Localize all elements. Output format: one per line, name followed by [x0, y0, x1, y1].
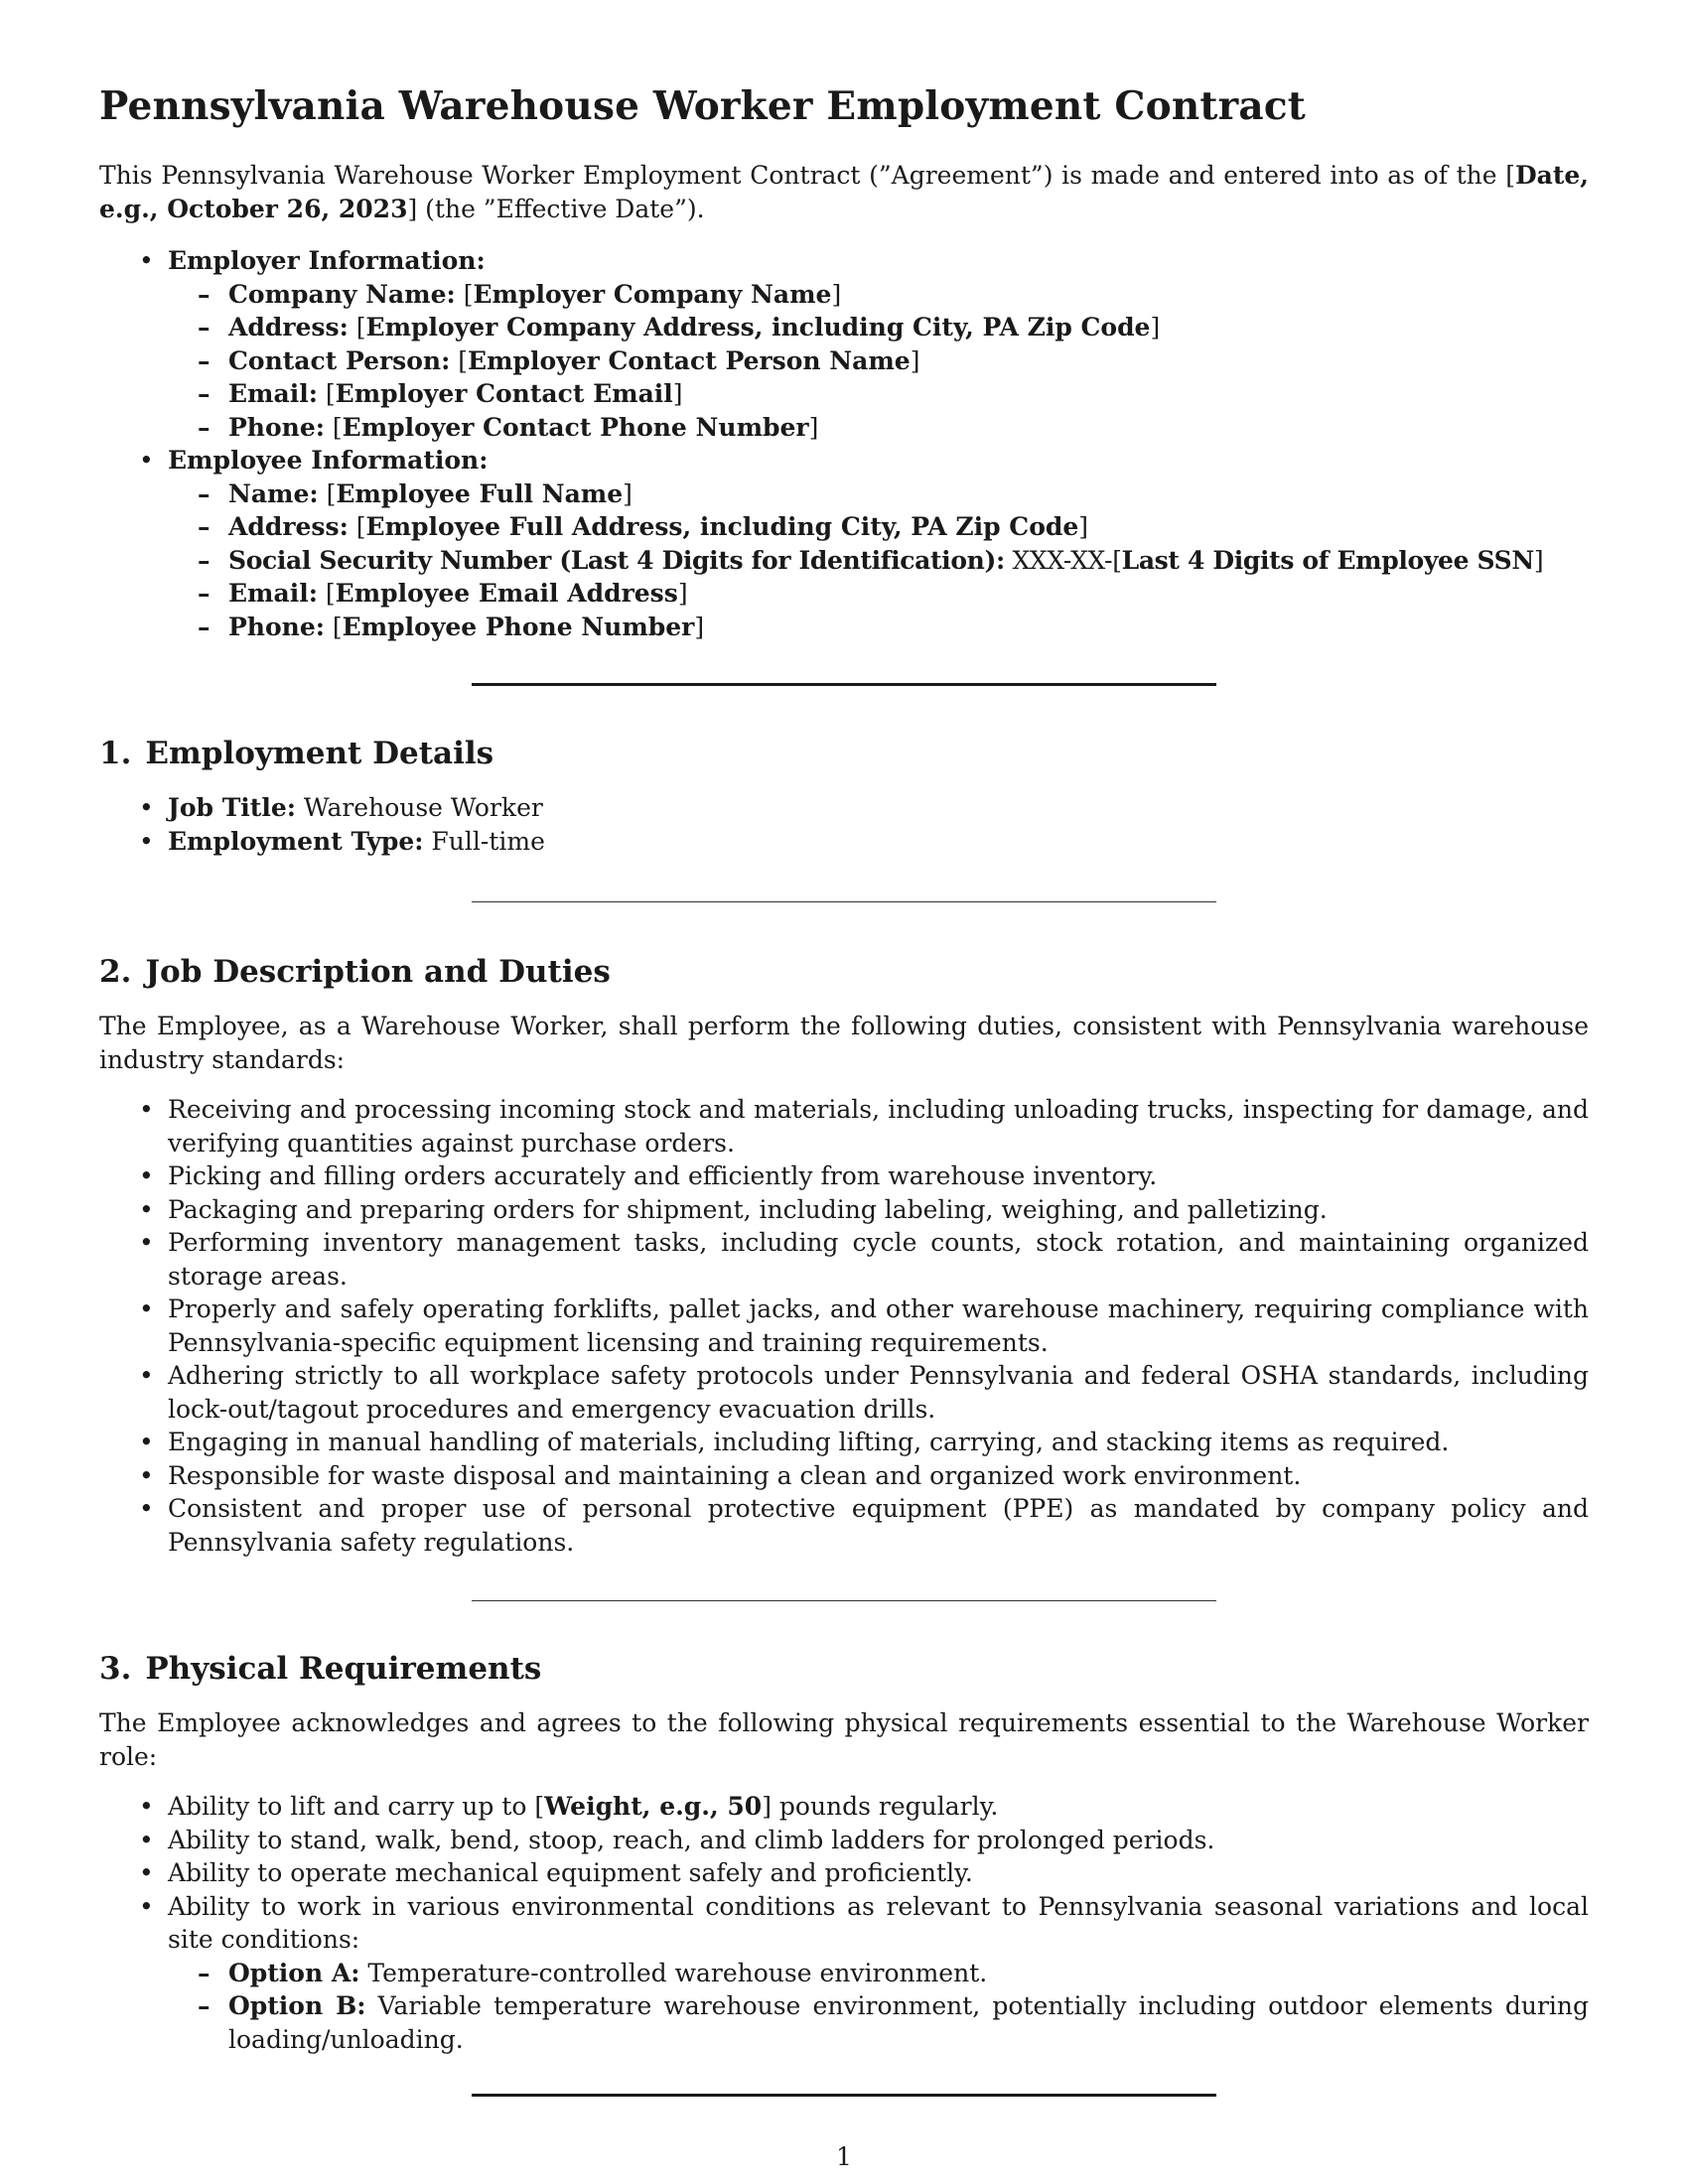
option-label: Option B:	[228, 1991, 366, 2020]
section-3-intro: The Employee acknowledges and agrees to the following physical requirements essential to the Warehouse Worker role:	[99, 1708, 1589, 1771]
section-divider	[472, 683, 1216, 686]
field-bracket: [	[450, 345, 469, 375]
field-bracket: ]	[910, 345, 920, 375]
item-text: Ability to lift and carry up to [	[168, 1792, 545, 1821]
duty-item: • Picking and filling orders accurately and efficiently from warehouse inventory.	[99, 1160, 1589, 1193]
section-3-heading	[99, 1651, 1589, 1687]
lift-requirement-item	[99, 1790, 1589, 1824]
field-label: Email:	[228, 579, 318, 608]
field-bracket: ]	[623, 478, 633, 508]
duty-item: • Packaging and preparing orders for shipment, including labeling, weighing, and palletizing.	[99, 1193, 1589, 1227]
physical-requirements-list	[99, 1790, 1589, 2056]
field-placeholder: Employee Phone Number	[342, 612, 695, 641]
section-divider	[472, 901, 1216, 902]
page-number: 1	[836, 2142, 852, 2171]
employer-email-field	[168, 377, 1589, 411]
intro-text-end: ] (the ”Effective Date”).	[407, 195, 705, 223]
field-label: Address:	[228, 512, 349, 541]
intro-text-start: This Pennsylvania Warehouse Worker Employment Contract (”Agreement”) is made and entered into as of the [	[99, 161, 1515, 190]
field-placeholder: Employer Company Name	[473, 279, 832, 309]
item-text: Ability to work in various environmental conditions as relevant to Pennsylvania seasonal variations and local site conditions:	[168, 1891, 1589, 1954]
field-bracket: ]	[1533, 545, 1544, 575]
field-label: Phone:	[228, 612, 325, 641]
section-1-heading	[99, 736, 1589, 771]
employer-contact-person-field	[168, 344, 1589, 378]
employer-company-name-field	[168, 278, 1589, 312]
duties-list	[99, 1093, 1589, 1559]
field-label: Company Name:	[228, 279, 456, 309]
field-label: Email:	[228, 379, 318, 408]
employer-phone-field	[168, 411, 1589, 445]
field-label: Address:	[228, 313, 349, 341]
party-information-list	[99, 244, 1589, 643]
section-2-intro: The Employee, as a Warehouse Worker, shall perform the following duties, consistent with Pennsylvania warehouse industry standards:	[99, 1012, 1589, 1074]
employee-address-field	[168, 510, 1589, 544]
duty-item: • Receiving and processing incoming stock and materials, including unloading trucks, inspecting for damage, and verifying quantities against purchase orders.	[99, 1093, 1589, 1160]
environment-requirement-item	[99, 1890, 1589, 2057]
weight-placeholder: Weight, e.g., 50	[544, 1792, 763, 1821]
duty-item: • Consistent and proper use of personal protective equipment (PPE) as mandated by company policy and Pennsylvania safety regulations.	[99, 1492, 1589, 1559]
field-placeholder: Employee Full Name	[336, 478, 624, 508]
employee-email-field	[168, 577, 1589, 611]
field-label: Social Security Number (Last 4 Digits for Identification):	[228, 545, 1005, 575]
section-number: 2.	[99, 954, 132, 990]
section-number: 1.	[99, 736, 132, 771]
field-bracket: ]	[1150, 313, 1161, 341]
field-label: Contact Person:	[228, 345, 451, 375]
option-a-item	[168, 1957, 1589, 1990]
field-bracket: [	[324, 612, 343, 641]
job-title-item	[99, 791, 1589, 825]
field-bracket: [	[348, 313, 366, 341]
environment-options	[168, 1957, 1589, 2057]
item-label: Employment Type:	[168, 826, 424, 856]
field-bracket: [	[318, 478, 337, 508]
field-placeholder: Employer Contact Phone Number	[342, 412, 809, 442]
section-title: Employment Details	[145, 736, 494, 771]
field-bracket: ]	[808, 412, 819, 442]
section-number: 3.	[99, 1651, 132, 1687]
field-bracket: ]	[1078, 512, 1089, 541]
employer-address-field	[168, 311, 1589, 344]
item-label: Job Title:	[168, 793, 296, 822]
field-label: Name:	[228, 478, 319, 508]
field-bracket: ]	[672, 379, 683, 408]
field-bracket: XXX-XX-[	[1004, 545, 1122, 575]
requirement-item: • Ability to stand, walk, bend, stoop, reach, and climb ladders for prolonged periods.	[99, 1824, 1589, 1857]
employer-fields	[168, 278, 1589, 445]
field-bracket: ]	[831, 279, 842, 309]
requirement-item: • Ability to operate mechanical equipment safely and proficiently.	[99, 1856, 1589, 1890]
employment-type-item	[99, 825, 1589, 859]
duty-item: • Responsible for waste disposal and maintaining a clean and organized work environment.	[99, 1459, 1589, 1493]
field-placeholder: Employee Email Address	[335, 579, 678, 608]
field-placeholder: Employer Contact Email	[335, 379, 673, 408]
employee-fields	[168, 478, 1589, 644]
field-label: Phone:	[228, 412, 325, 442]
section-divider	[472, 1600, 1216, 1601]
section-2-heading	[99, 954, 1589, 990]
employee-information-item	[99, 444, 1589, 643]
field-bracket: ]	[694, 612, 705, 641]
field-placeholder: Employer Contact Person Name	[468, 345, 911, 375]
field-placeholder: Employer Company Address, including City, PA Zip Code	[365, 313, 1151, 341]
section-title: Job Description and Duties	[145, 954, 611, 990]
field-bracket: [	[317, 579, 336, 608]
field-placeholder: Employee Full Address, including City, PA Zip Code	[365, 512, 1079, 541]
field-placeholder: Last 4 Digits of Employee SSN	[1121, 545, 1534, 575]
duty-item: • Adhering strictly to all workplace safety protocols under Pennsylvania and federal OSHA standards, including lock-out/tagout procedures and emergency evacuation drills.	[99, 1359, 1589, 1426]
employee-information-heading: Employee Information:	[168, 446, 489, 475]
employee-name-field	[168, 478, 1589, 511]
employer-information-item	[99, 244, 1589, 444]
field-bracket: [	[348, 512, 366, 541]
intro-paragraph	[99, 159, 1589, 226]
option-label: Option A:	[228, 1958, 360, 1987]
section-divider	[472, 2094, 1216, 2097]
duty-item: • Properly and safely operating forklifts, pallet jacks, and other warehouse machinery, requiring compliance with Pennsylvania-specific equipment licensing and training requirements.	[99, 1293, 1589, 1359]
document-title: Pennsylvania Warehouse Worker Employment Contract	[99, 83, 1307, 129]
field-bracket: [	[455, 279, 474, 309]
field-bracket: [	[317, 379, 336, 408]
item-text: ] pounds regularly.	[762, 1792, 999, 1821]
item-value: Warehouse Worker	[295, 793, 543, 822]
employer-information-heading: Employer Information:	[168, 246, 486, 275]
field-bracket: [	[324, 412, 343, 442]
section-title: Physical Requirements	[145, 1651, 542, 1687]
employee-phone-field	[168, 611, 1589, 644]
duty-item: • Performing inventory management tasks, including cycle counts, stock rotation, and maintaining organized storage areas.	[99, 1226, 1589, 1293]
item-value: Full-time	[423, 826, 545, 856]
employee-ssn-field	[168, 544, 1589, 578]
option-text: Variable temperature warehouse environment, potentially including outdoor elements during loading/unloading.	[228, 1991, 1590, 2054]
option-b-item	[168, 1989, 1589, 2056]
effective-date-placeholder: Date, e.g., October 26, 2023	[99, 161, 1589, 223]
duty-item: • Engaging in manual handling of materials, including lifting, carrying, and stacking items as required.	[99, 1426, 1589, 1459]
option-text: Temperature-controlled warehouse environment.	[359, 1958, 988, 1987]
employment-details-list	[99, 791, 1589, 858]
field-bracket: ]	[677, 579, 688, 608]
